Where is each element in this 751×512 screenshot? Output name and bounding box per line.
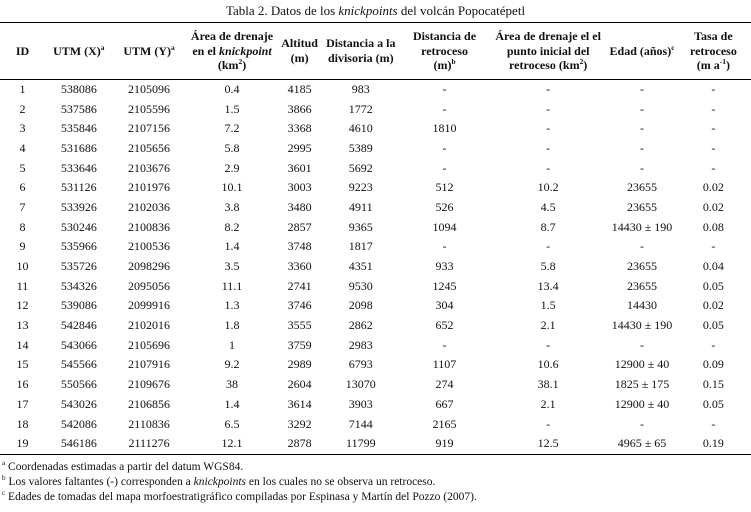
table-row (0, 139, 751, 159)
cell-utm-x: 533646 (60, 160, 97, 175)
col-header-utm-y (113, 23, 186, 80)
cell-id: 6 (19, 180, 26, 195)
cell-edad: 14430 ± 190 (611, 219, 673, 234)
table-row (0, 355, 751, 375)
cell-area-drenaje-punto-inicial: 4.5 (540, 199, 556, 214)
cell-utm-y: 2100536 (128, 239, 171, 254)
table-row (0, 217, 751, 237)
text-segment: 2 (579, 57, 584, 66)
text-segment: a (2, 458, 6, 467)
text-segment: -1 (719, 57, 726, 66)
text-segment: Los valores faltantes (-) corresponden a (5, 475, 194, 488)
text-segment: Área de drenaje el el (495, 29, 601, 43)
cell-utm-x: 542846 (60, 318, 97, 333)
cell-area-drenaje-knickpoint: 6.5 (224, 416, 240, 431)
cell-area-drenaje-knickpoint: 1.4 (224, 239, 240, 254)
text-segment: ID (15, 43, 30, 58)
cell-distancia-divisoria: 9365 (348, 219, 373, 234)
text-segment: retroceso (689, 43, 737, 58)
cell-area-drenaje-knickpoint: 38 (226, 377, 239, 392)
cell-area-drenaje-knickpoint: 1.4 (224, 396, 240, 411)
cell-altitud: 3480 (287, 199, 312, 214)
cell-id: 11 (16, 278, 29, 293)
cell-edad: 23655 (627, 180, 658, 195)
cell-tasa-retroceso: - (711, 81, 716, 96)
cell-distancia-retroceso: 512 (435, 180, 454, 195)
cell-altitud: 3866 (287, 101, 312, 116)
footnote-c (2, 490, 751, 505)
cell-utm-x: 546186 (60, 436, 97, 451)
cell-utm-x: 530246 (60, 219, 97, 234)
cell-altitud: 3003 (287, 180, 312, 195)
text-segment: knickpoints (338, 3, 398, 18)
cell-altitud: 3748 (287, 239, 312, 254)
cell-utm-x: 534326 (60, 278, 97, 293)
table-row (0, 237, 751, 257)
text-segment: UTM (X) (53, 43, 101, 58)
cell-area-drenaje-punto-inicial: - (546, 101, 551, 116)
cell-edad: 12900 ± 40 (614, 357, 670, 372)
col-header-id (0, 23, 45, 80)
col-header-area-drenaje-punto-inicial (488, 23, 608, 80)
col-header-distancia-divisoria (321, 23, 401, 80)
cell-distancia-retroceso: 1094 (432, 219, 457, 234)
cell-utm-x: 543066 (60, 337, 97, 352)
cell-tasa-retroceso: - (711, 101, 716, 116)
text-segment: retroceso (421, 43, 468, 58)
cell-utm-y: 2103676 (128, 160, 171, 175)
cell-area-drenaje-punto-inicial: 13.4 (537, 278, 559, 293)
cell-altitud: 2989 (287, 357, 312, 372)
cell-tasa-retroceso: - (711, 160, 716, 175)
cell-id: 15 (16, 357, 29, 372)
cell-area-drenaje-punto-inicial: 2.1 (540, 396, 556, 411)
text-segment: Distancia de (413, 29, 477, 43)
cell-altitud: 3614 (287, 396, 312, 411)
table-title (0, 0, 751, 22)
cell-tasa-retroceso: 0.05 (702, 396, 724, 411)
cell-distancia-divisoria: 2862 (348, 318, 373, 333)
text-segment: 2 (238, 57, 243, 66)
cell-distancia-retroceso: 1245 (432, 278, 457, 293)
cell-utm-y: 2105696 (128, 337, 171, 352)
cell-utm-x: 550566 (60, 377, 97, 392)
cell-area-drenaje-punto-inicial: - (546, 239, 551, 254)
cell-altitud: 2857 (287, 219, 312, 234)
table-row (0, 276, 751, 296)
cell-tasa-retroceso: 0.05 (702, 318, 724, 333)
cell-distancia-retroceso: 652 (435, 318, 454, 333)
cell-area-drenaje-knickpoint: 0.4 (224, 81, 240, 96)
table-row (0, 434, 751, 454)
cell-altitud: 3746 (287, 298, 312, 313)
cell-tasa-retroceso: - (711, 416, 716, 431)
cell-area-drenaje-knickpoint: 8.2 (224, 219, 240, 234)
cell-distancia-retroceso: 933 (435, 259, 454, 274)
cell-distancia-retroceso: - (442, 101, 447, 116)
cell-altitud: 3292 (287, 416, 312, 431)
cell-area-drenaje-punto-inicial: 2.1 (540, 318, 556, 333)
text-segment: (m) (433, 58, 452, 72)
cell-id: 3 (19, 121, 26, 136)
cell-tasa-retroceso: 0.08 (702, 219, 724, 234)
table-row (0, 316, 751, 336)
col-header-area-drenaje-knickpoint (185, 23, 278, 80)
text-segment: b (451, 57, 456, 66)
table-row (0, 375, 751, 395)
cell-distancia-divisoria: 5692 (348, 160, 373, 175)
cell-area-drenaje-knickpoint: 1.5 (224, 101, 240, 116)
cell-altitud: 3368 (287, 121, 312, 136)
cell-area-drenaje-punto-inicial: 1.5 (540, 298, 556, 313)
footnote-a (2, 460, 751, 475)
cell-area-drenaje-punto-inicial: 8.7 (540, 219, 556, 234)
cell-edad: - (640, 81, 645, 96)
cell-distancia-retroceso: 1810 (432, 121, 457, 136)
cell-distancia-retroceso: 667 (435, 396, 454, 411)
cell-tasa-retroceso: 0.04 (702, 259, 724, 274)
cell-utm-y: 2102016 (128, 318, 171, 333)
cell-area-drenaje-punto-inicial: 10.6 (537, 357, 559, 372)
table-row (0, 257, 751, 277)
cell-area-drenaje-punto-inicial: 10.2 (537, 180, 559, 195)
cell-utm-x: 533926 (60, 199, 97, 214)
cell-utm-y: 2106856 (128, 396, 171, 411)
cell-distancia-divisoria: 7144 (348, 416, 373, 431)
cell-tasa-retroceso: - (711, 140, 716, 155)
text-segment: (m) (290, 50, 309, 65)
text-segment: punto inicial del (506, 43, 590, 58)
cell-utm-x: 537586 (60, 101, 97, 116)
cell-utm-x: 531686 (60, 140, 97, 155)
text-segment: UTM (Y) (123, 43, 172, 58)
cell-tasa-retroceso: - (711, 121, 716, 136)
cell-distancia-divisoria: 5389 (348, 140, 373, 155)
cell-utm-y: 2100836 (128, 219, 171, 234)
text-segment: Tabla 2. Datos de los (225, 3, 339, 18)
cell-area-drenaje-knickpoint: 2.9 (224, 160, 240, 175)
cell-edad: 4965 ± 65 (617, 436, 667, 451)
cell-utm-x: 531126 (61, 180, 97, 195)
cell-edad: - (640, 239, 645, 254)
text-segment: c (2, 489, 6, 498)
cell-id: 5 (19, 160, 26, 175)
cell-utm-y: 2099916 (128, 298, 171, 313)
cell-edad: 14430 ± 190 (611, 318, 673, 333)
text-segment: ) (242, 58, 247, 72)
table-header-row (0, 23, 751, 80)
cell-area-drenaje-punto-inicial: 12.5 (537, 436, 559, 451)
table-row (0, 414, 751, 434)
col-header-altitud (279, 23, 321, 80)
cell-area-drenaje-punto-inicial: 38.1 (537, 377, 559, 392)
cell-id: 17 (16, 396, 29, 411)
table-row (0, 178, 751, 198)
cell-edad: 1825 ± 175 (614, 377, 670, 392)
cell-distancia-divisoria: 983 (351, 81, 370, 96)
text-segment: Área de drenaje (190, 29, 274, 43)
cell-distancia-divisoria: 1817 (348, 239, 373, 254)
cell-distancia-retroceso: 304 (435, 298, 454, 313)
cell-area-drenaje-knickpoint: 10.1 (221, 180, 243, 195)
table-row (0, 99, 751, 119)
cell-edad: - (640, 121, 645, 136)
cell-tasa-retroceso: 0.02 (702, 298, 724, 313)
cell-altitud: 2604 (287, 377, 312, 392)
cell-area-drenaje-knickpoint: 11.1 (221, 278, 243, 293)
cell-distancia-retroceso: 2165 (432, 416, 457, 431)
table-row (0, 335, 751, 355)
text-segment: Edades de tomadas del mapa morfoestratigráfico compiladas por Espinasa y Martín del Pozzo (2007). (5, 490, 477, 503)
cell-distancia-retroceso: - (442, 160, 447, 175)
cell-utm-x: 538086 (60, 81, 97, 96)
col-header-utm-x (45, 23, 113, 80)
cell-distancia-divisoria: 4911 (349, 199, 373, 214)
cell-distancia-retroceso: - (442, 239, 447, 254)
cell-tasa-retroceso: 0.15 (702, 377, 724, 392)
cell-utm-y: 2109676 (128, 377, 171, 392)
knickpoints-data-table (0, 22, 751, 455)
cell-distancia-divisoria: 4610 (348, 121, 373, 136)
text-segment: Tasa de (694, 29, 733, 43)
cell-id: 7 (19, 199, 26, 214)
cell-tasa-retroceso: 0.19 (702, 436, 724, 451)
cell-area-drenaje-knickpoint: 1.8 (224, 318, 240, 333)
cell-distancia-divisoria: 2098 (348, 298, 373, 313)
cell-area-drenaje-punto-inicial: - (546, 140, 551, 155)
cell-distancia-divisoria: 4351 (348, 259, 373, 274)
cell-area-drenaje-punto-inicial: 5.8 (540, 259, 556, 274)
cell-id: 13 (16, 318, 29, 333)
text-segment: c (671, 42, 675, 52)
cell-edad: 14430 (627, 298, 658, 313)
table-row (0, 79, 751, 99)
cell-id: 12 (16, 298, 29, 313)
cell-edad: - (640, 416, 645, 431)
cell-edad: 23655 (627, 259, 658, 274)
text-segment: knickpoint (219, 43, 272, 58)
cell-area-drenaje-knickpoint: 1.3 (224, 298, 240, 313)
text-segment: ) (726, 58, 730, 72)
text-segment: b (2, 473, 6, 482)
cell-tasa-retroceso: - (711, 337, 716, 352)
cell-distancia-retroceso: 919 (435, 436, 454, 451)
cell-edad: - (640, 140, 645, 155)
cell-altitud: 2741 (287, 278, 312, 293)
cell-utm-y: 2105096 (128, 81, 171, 96)
cell-area-drenaje-punto-inicial: - (546, 416, 551, 431)
cell-tasa-retroceso: 0.05 (702, 278, 724, 293)
text-segment: Altitud (281, 36, 318, 51)
text-segment: a (100, 42, 105, 52)
cell-tasa-retroceso: 0.02 (702, 199, 724, 214)
cell-id: 19 (16, 436, 29, 451)
table-row (0, 119, 751, 139)
cell-distancia-divisoria: 9530 (348, 278, 373, 293)
cell-utm-x: 535846 (60, 121, 97, 136)
text-segment: a (171, 42, 175, 52)
cell-area-drenaje-punto-inicial: - (546, 121, 551, 136)
cell-utm-y: 2105656 (128, 140, 171, 155)
cell-edad: 12900 ± 40 (614, 396, 670, 411)
cell-altitud: 3360 (287, 259, 312, 274)
cell-edad: 23655 (627, 199, 658, 214)
cell-edad: - (640, 337, 645, 352)
text-segment: en el (192, 43, 220, 58)
cell-distancia-retroceso: - (442, 140, 447, 155)
cell-distancia-divisoria: 9223 (348, 180, 373, 195)
cell-utm-y: 2105596 (128, 101, 171, 116)
cell-area-drenaje-punto-inicial: - (546, 81, 551, 96)
text-segment: ) (583, 58, 588, 72)
cell-edad: - (640, 101, 645, 116)
cell-utm-y: 2095056 (128, 278, 171, 293)
cell-id: 4 (19, 140, 26, 155)
cell-distancia-divisoria: 2983 (348, 337, 373, 352)
cell-distancia-divisoria: 11799 (346, 436, 376, 451)
cell-utm-y: 2098296 (128, 259, 171, 274)
table-row (0, 158, 751, 178)
col-header-distancia-retroceso (401, 23, 488, 80)
cell-utm-y: 2102036 (128, 199, 171, 214)
table-row (0, 198, 751, 218)
cell-tasa-retroceso: 0.09 (702, 357, 724, 372)
cell-utm-x: 535726 (60, 259, 97, 274)
cell-utm-x: 545566 (60, 357, 97, 372)
cell-id: 1 (19, 81, 26, 96)
table-body (0, 79, 751, 454)
cell-distancia-divisoria: 13070 (345, 377, 376, 392)
cell-altitud: 2995 (287, 140, 312, 155)
cell-utm-y: 2107916 (128, 357, 171, 372)
cell-distancia-retroceso: 274 (435, 377, 454, 392)
cell-distancia-divisoria: 3903 (348, 396, 373, 411)
cell-distancia-divisoria: 1772 (348, 101, 373, 116)
table-header (0, 23, 751, 80)
cell-utm-y: 2101976 (128, 180, 171, 195)
cell-id: 16 (16, 377, 29, 392)
text-segment: (m a (696, 58, 720, 72)
cell-utm-y: 2110836 (128, 416, 170, 431)
col-header-tasa-retroceso (676, 23, 751, 80)
cell-id: 9 (19, 239, 26, 254)
cell-utm-y: 2107156 (128, 121, 171, 136)
table-footnotes (0, 460, 751, 506)
cell-altitud: 3555 (287, 318, 312, 333)
cell-altitud: 3601 (287, 160, 312, 175)
cell-area-drenaje-knickpoint: 3.5 (224, 259, 240, 274)
cell-utm-y: 2111276 (128, 436, 170, 451)
text-segment: divisoria (m) (327, 50, 394, 65)
cell-tasa-retroceso: 0.02 (702, 180, 724, 195)
cell-id: 14 (16, 337, 29, 352)
text-segment: (km (217, 58, 239, 72)
cell-utm-x: 539086 (60, 298, 97, 313)
cell-tasa-retroceso: - (711, 239, 716, 254)
cell-utm-x: 542086 (60, 416, 97, 431)
text-segment: Edad (años) (609, 43, 672, 58)
text-segment: Distancia a la (326, 36, 396, 51)
cell-distancia-retroceso: 1107 (432, 357, 457, 372)
cell-id: 18 (16, 416, 29, 431)
cell-area-drenaje-punto-inicial: - (546, 160, 551, 175)
cell-area-drenaje-knickpoint: 1 (229, 337, 236, 352)
text-segment: knickpoints (193, 475, 247, 488)
cell-altitud: 2878 (287, 436, 312, 451)
cell-area-drenaje-knickpoint: 9.2 (224, 357, 240, 372)
text-segment: del volcán Popocatépetl (397, 3, 526, 18)
footnote-b (2, 475, 751, 490)
cell-area-drenaje-knickpoint: 12.1 (221, 436, 243, 451)
cell-utm-x: 535966 (60, 239, 97, 254)
cell-area-drenaje-knickpoint: 3.8 (224, 199, 240, 214)
cell-id: 2 (19, 101, 26, 116)
cell-id: 8 (19, 219, 26, 234)
text-segment: retroceso (km (509, 58, 580, 72)
table-row (0, 296, 751, 316)
text-segment: en los cuales no se observa un retroceso. (246, 475, 436, 488)
cell-utm-x: 543026 (60, 396, 97, 411)
cell-area-drenaje-knickpoint: 5.8 (224, 140, 240, 155)
cell-area-drenaje-knickpoint: 7.2 (224, 121, 240, 136)
cell-edad: - (640, 160, 645, 175)
cell-distancia-retroceso: - (442, 81, 447, 96)
cell-altitud: 4185 (287, 81, 312, 96)
text-segment: Coordenadas estimadas a partir del datum WGS84. (5, 460, 244, 473)
cell-distancia-retroceso: 526 (435, 199, 454, 214)
col-header-edad (608, 23, 676, 80)
cell-area-drenaje-punto-inicial: - (546, 337, 551, 352)
cell-distancia-retroceso: - (442, 337, 447, 352)
table-row (0, 395, 751, 415)
cell-id: 10 (16, 259, 29, 274)
cell-distancia-divisoria: 6793 (348, 357, 373, 372)
cell-edad: 23655 (627, 278, 658, 293)
cell-altitud: 3759 (287, 337, 312, 352)
